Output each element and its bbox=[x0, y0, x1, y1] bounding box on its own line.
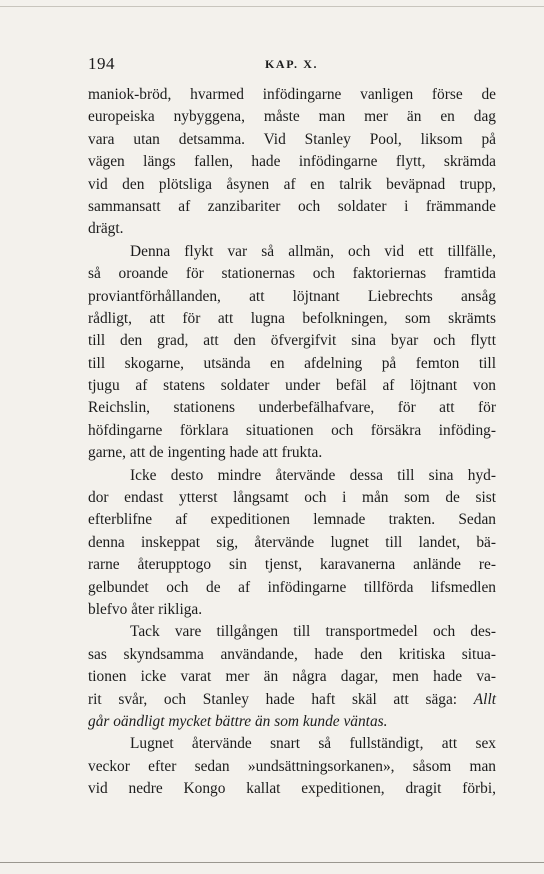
top-edge-line bbox=[0, 6, 544, 7]
text-line bbox=[88, 151, 496, 173]
line-text: så oroande för stationernas och faktoriernas framtida bbox=[88, 265, 496, 283]
text-line bbox=[88, 397, 496, 419]
line-text: Reichslin, stationens underbefälhafvare, för att för bbox=[88, 399, 496, 417]
text-line bbox=[88, 465, 496, 487]
text-line bbox=[88, 644, 496, 666]
line-text: till den grad, att den öfvergifvit sina byar och flytt bbox=[88, 332, 496, 350]
line-text: Denna flykt var så allmän, och vid ett tillfälle, bbox=[130, 242, 496, 260]
page-header bbox=[88, 52, 496, 76]
text-line bbox=[88, 353, 496, 375]
line-text: maniok-bröd, hvarmed infödingarne vanligen förse de bbox=[88, 86, 496, 103]
line-text: vid den plötsliga åsynen af en talrik beväpnad trupp, bbox=[88, 175, 496, 193]
line-text: sammansatt af zanzibariter och soldater i främmande bbox=[88, 197, 496, 215]
line-text: rarne återupptogo sin tjenst, karavanerna anlände re- bbox=[88, 556, 496, 574]
text-line bbox=[88, 554, 496, 576]
text-line bbox=[88, 84, 496, 106]
line-text: Icke desto mindre återvände dessa till sina hyd- bbox=[130, 466, 496, 484]
text-line bbox=[88, 330, 496, 352]
text-line bbox=[88, 286, 496, 308]
italic-quote: går oändligt mycket bättre än som kunde väntas. bbox=[88, 712, 388, 730]
text-line bbox=[88, 196, 496, 218]
text-line bbox=[88, 487, 496, 509]
page-number: 194 bbox=[88, 54, 115, 73]
line-text: garne, att de ingenting hade att frukta. bbox=[88, 444, 323, 462]
text-line bbox=[88, 174, 496, 196]
line-text: Tack vare tillgången till transportmedel och des- bbox=[130, 623, 496, 641]
text-line bbox=[88, 263, 496, 285]
line-text: till skogarne, utsända en afdelning på femton till bbox=[88, 354, 496, 372]
line-text: dor endast ytterst långsamt och i mån som de sist bbox=[88, 489, 496, 507]
bottom-edge-line bbox=[0, 862, 544, 863]
text-line bbox=[88, 532, 496, 554]
line-text: sas skyndsamma användande, hade den kritiska situa- bbox=[88, 645, 496, 663]
text-line bbox=[88, 577, 496, 599]
text-line bbox=[88, 509, 496, 531]
text-line bbox=[88, 420, 496, 442]
text-line bbox=[88, 778, 496, 800]
line-text: Lugnet återvände snart så fullständigt, att sex bbox=[130, 735, 496, 753]
text-line bbox=[88, 308, 496, 330]
text-line bbox=[88, 621, 496, 643]
text-line bbox=[88, 106, 496, 128]
text-line bbox=[88, 442, 496, 464]
italic-quote: Allt bbox=[473, 690, 496, 708]
line-text: gelbundet och de af infödingarne tillförda lifsmedlen bbox=[88, 578, 496, 596]
text-line bbox=[88, 599, 496, 621]
line-text: efterblifne af expeditionen lemnade trakten. Sedan bbox=[88, 511, 496, 529]
line-text: vid nedre Kongo kallat expeditionen, dragit förbi, bbox=[88, 780, 496, 798]
line-text: denna inskeppat sig, återvände lugnet till landet, bä- bbox=[88, 533, 496, 551]
text-line bbox=[88, 689, 496, 711]
text-line bbox=[88, 129, 496, 151]
line-text: vägen längs fallen, hade infödingarne flytt, skrämda bbox=[88, 153, 496, 171]
line-text: europeiska nybyggena, måste man mer än en dag bbox=[88, 108, 496, 126]
line-text: rit svår, och Stanley hade haft skäl att säga: bbox=[88, 690, 458, 708]
text-line bbox=[88, 711, 496, 733]
line-text: proviantförhållanden, att löjtnant Liebrechts ansåg bbox=[88, 287, 496, 305]
text-line bbox=[88, 666, 496, 688]
text-line bbox=[88, 218, 496, 240]
line-text: tjugu af statens soldater under befäl af löjtnant von bbox=[88, 377, 496, 395]
line-text: drägt. bbox=[88, 220, 124, 238]
line-text: höfdingarne förklara situationen och försäkra inföding- bbox=[88, 421, 496, 439]
text-line bbox=[88, 756, 496, 778]
line-text: blefvo åter rikliga. bbox=[88, 600, 203, 618]
text-line bbox=[88, 733, 496, 755]
line-text: vara utan detsamma. Vid Stanley Pool, liksom på bbox=[88, 130, 496, 148]
running-head: KAP. X. bbox=[265, 57, 319, 71]
line-text: rådligt, att för att lugna befolkningen, som skrämts bbox=[88, 309, 496, 327]
line-text: veckor efter sedan »undsättningsorkanen», såsom man bbox=[88, 757, 496, 775]
body-text bbox=[88, 84, 496, 801]
line-text: tionen icke varat mer än några dagar, men hade va- bbox=[88, 668, 496, 686]
text-line bbox=[88, 375, 496, 397]
text-line bbox=[88, 241, 496, 263]
